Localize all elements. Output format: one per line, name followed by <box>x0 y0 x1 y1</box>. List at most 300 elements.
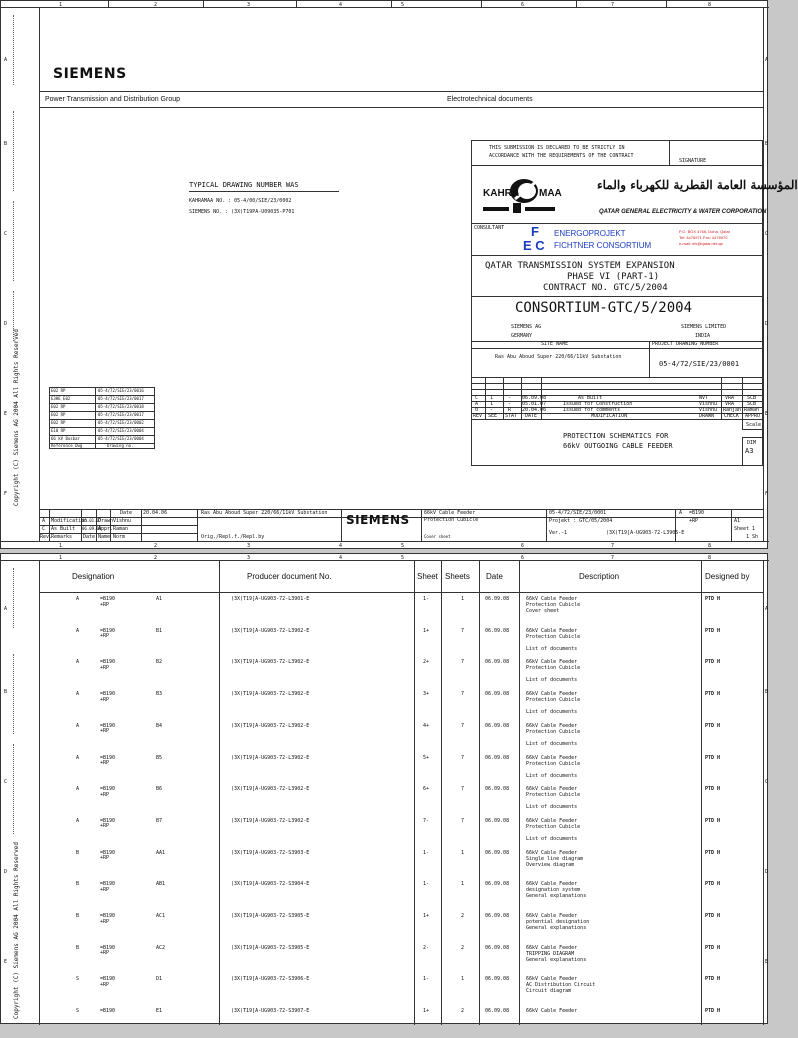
footer-project: Projekt : GTC/05/2004 <box>549 518 613 524</box>
row-date: 06.09.08 <box>485 881 510 888</box>
row-rev: A <box>76 691 80 698</box>
row-producer-no: (3X)T19[A-UG903-72-S3906-E <box>231 976 310 983</box>
footer-id2: +RP <box>689 518 699 524</box>
row-letter: A <box>765 57 769 63</box>
row-location: =B190 +RP <box>100 944 116 957</box>
norm-label: Norm <box>113 534 126 540</box>
row-description: AC Distribution Circuit <box>526 982 596 989</box>
margin-stamp <box>13 201 29 281</box>
row-rev: B <box>76 849 80 856</box>
row-designed-by: PTD H <box>705 881 721 888</box>
row-description: 66kV Cable Feeder <box>526 691 578 698</box>
row-letter: D <box>765 321 769 327</box>
row-description: 66kV Cable Feeder <box>526 627 578 634</box>
header-producer: Producer document No. <box>247 572 332 581</box>
row-letter: D <box>4 321 8 327</box>
row-producer-no: (3X)T19[A-UG903-72-L3902-E <box>231 786 310 793</box>
row-description: Overview diagram <box>526 861 575 868</box>
appr-label: Appr. <box>98 526 114 532</box>
row-date: 06.09.08 <box>485 722 510 729</box>
project-drawing-label: PROJECT DRAWING NUMBER <box>652 341 719 347</box>
bay-drawing: 05-4/72/SIE/23/0004 <box>98 436 144 441</box>
footer-site: Ras Abu Aboud Super 220/66/11kV Substation <box>201 510 328 516</box>
row-designed-by: PTD H <box>705 976 721 983</box>
footer-desc: Modification <box>51 518 88 524</box>
row-date: 06.09.08 <box>485 817 510 824</box>
bay-drawing: 05-4/72/SIE/23/0004 <box>98 428 144 433</box>
row-doc-code: B2 <box>156 659 163 666</box>
row-description: 66kV Cable Feeder <box>526 976 578 983</box>
row-designed-by: PTD H <box>705 722 721 729</box>
footer-date: 20.04.06 <box>143 510 168 516</box>
rev-header: SEE <box>488 413 498 419</box>
row-description: 66kV Cable Feeder <box>526 596 578 602</box>
row-sheet: 1- <box>423 976 430 983</box>
row-date: 06.09.08 <box>485 596 510 602</box>
row-description: 66kV Cable Feeder <box>526 754 578 761</box>
row-doc-code: AA1 <box>156 849 166 856</box>
rev-cell: 20.04.06 <box>522 407 547 413</box>
siemens-ag: SIEMENS AG <box>511 324 542 330</box>
col-number: 6 <box>521 2 525 8</box>
col-number: 7 <box>611 2 615 8</box>
consultant-contact: e-mail: efc@qatar.net.qa <box>679 241 723 246</box>
row-description: Protection Cubicle <box>526 823 581 830</box>
col-number: 5 <box>401 2 405 8</box>
col-number: 3 <box>247 2 251 8</box>
rev-header: CHECK <box>724 413 740 419</box>
footer-desc: As Built <box>51 526 76 532</box>
row-producer-no: (3X)T19[A-UG903-72-S3905-E <box>231 913 310 919</box>
col-number: 8 <box>708 543 712 549</box>
row-description: Protection Cubicle <box>526 602 581 608</box>
qgewc-name: QATAR GENERAL ELECTRICITY & WATER CORPORATION <box>599 209 767 215</box>
rev-header: DRAWN <box>699 413 715 419</box>
bay-name: 66 kV Busbar <box>51 436 80 441</box>
row-letter: C <box>4 779 8 785</box>
table-row[interactable] <box>39 1006 763 1038</box>
row-description: List of documents <box>526 804 578 811</box>
row-sheet: 1+ <box>423 627 430 634</box>
row-location: =B190 +RP <box>100 849 116 862</box>
row-letter: F <box>4 491 8 497</box>
row-sheet: 1+ <box>423 1008 430 1015</box>
date-label: Date <box>120 510 133 516</box>
row-designed-by: PTD H <box>705 817 721 824</box>
col-number: 4 <box>339 543 343 549</box>
doc-type: Electrotechnical documents <box>447 96 533 103</box>
col-number: 6 <box>521 543 525 549</box>
paper-size: A3 <box>745 447 754 455</box>
table-row[interactable] <box>39 689 763 721</box>
row-letter: E <box>765 959 769 965</box>
submission-note: THIS SUBMISSION IS DECLARED TO BE STRICTLY IN <box>489 145 625 151</box>
row-designed-by: PTD H <box>705 913 721 919</box>
row-doc-code: B3 <box>156 691 163 698</box>
rev-cell: - <box>508 401 512 407</box>
row-producer-no: (3X)T19[A-UG903-72-S3903-E <box>231 849 310 856</box>
arabic-name: المؤسسة العامة القطرية للكهرباء والماء <box>597 178 798 192</box>
bay-drawing: 05-4/72/SIE/23/0017 <box>98 396 144 401</box>
col-number: 4 <box>339 555 343 561</box>
table-row[interactable] <box>39 657 763 689</box>
rev-cell: VRA <box>725 395 735 401</box>
footer-id1: =B190 <box>689 510 705 516</box>
size-label: DIM <box>747 440 757 446</box>
rev-cell: R <box>508 407 512 413</box>
rev-header: DATE <box>525 413 538 419</box>
row-rev: A <box>76 627 80 634</box>
row-description: Protection Cubicle <box>526 665 581 672</box>
rev-cell: NVT <box>699 395 709 401</box>
table-row[interactable] <box>39 848 763 880</box>
footer-desc: Remarks <box>51 534 73 540</box>
submission-note: ACCORDANCE WITH THE REQUIREMENTS OF THE CONTRACT <box>489 153 634 159</box>
footer-sheet-size: A1 <box>734 518 741 524</box>
row-description: 66kV Cable Feeder <box>526 1008 578 1015</box>
row-producer-no: (3X)T19[A-UG903-72-S3905-E <box>231 944 310 951</box>
list-of-documents-sheet <box>0 553 768 1024</box>
row-doc-code: AC1 <box>156 913 166 919</box>
row-sheets: 7 <box>461 691 465 698</box>
row-sheets: 1 <box>461 849 465 856</box>
rev-cell: - <box>508 395 512 401</box>
scale-label: Scale <box>746 422 762 428</box>
header-sheets: Sheets <box>445 572 470 581</box>
rev-cell: 0 <box>475 407 479 413</box>
bay-name: E10 RP <box>51 428 66 433</box>
row-rev: A <box>76 754 80 761</box>
row-sheets: 7 <box>461 627 465 634</box>
table-row[interactable] <box>39 784 763 816</box>
germany: GERMANY <box>511 333 533 339</box>
table-row[interactable] <box>39 753 763 785</box>
margin-stamp <box>13 15 29 85</box>
rev-cell: 1 <box>490 395 494 401</box>
bay-drawing: 05-4/72/SIE/23/0016 <box>98 388 144 393</box>
row-description: Single line diagram <box>526 855 584 862</box>
siemens-logo: SIEMENS <box>53 66 127 82</box>
col-number: 3 <box>247 543 251 549</box>
drawing-number: 05-4/72/SIE/23/0001 <box>659 360 740 368</box>
row-sheet: 1+ <box>423 913 430 919</box>
row-designed-by: PTD H <box>705 691 721 698</box>
table-row[interactable] <box>39 721 763 753</box>
row-description: General explanations <box>526 925 587 931</box>
row-date: 06.09.08 <box>485 913 510 919</box>
row-rev: A <box>76 596 80 602</box>
row-doc-code: B4 <box>156 722 163 729</box>
table-row[interactable] <box>39 911 763 943</box>
site-name-label: SITE NAME <box>541 341 569 347</box>
table-row[interactable] <box>39 626 763 658</box>
row-sheets: 7 <box>461 817 465 824</box>
bay-name: E02 RP <box>51 404 66 409</box>
row-description: TRIPPING DIAGRAM <box>526 950 575 957</box>
row-location: =B190 +RP <box>100 913 116 925</box>
margin-stamp <box>13 111 29 191</box>
row-letter: E <box>765 411 769 417</box>
col-number: 5 <box>401 543 405 549</box>
header-sheet: Sheet <box>417 572 438 581</box>
row-designed-by: PTD H <box>705 1008 721 1015</box>
row-rev: A <box>76 659 80 666</box>
margin-stamp <box>13 291 29 341</box>
rev-cell: Vishnu <box>699 407 718 413</box>
bay-name: Reference Dwg <box>51 443 83 448</box>
fichtner: FICHTNER CONSORTIUM <box>554 241 652 250</box>
project-title: QATAR TRANSMISSION SYSTEM EXPANSION <box>485 261 675 271</box>
row-producer-no: (3X)T19[A-UG903-72-L3902-E <box>231 659 310 666</box>
footer-dwg-no: 05-4/72/SIE/23/0001 <box>549 510 607 516</box>
copyright-note: Copyright (C) Siemens AG 2004 All Rights Reserved <box>13 841 20 1019</box>
svg-text:MAA: MAA <box>539 188 562 199</box>
row-date: 06.09.08 <box>485 659 510 666</box>
cover-sheet-label: Cover sheet <box>424 534 451 539</box>
col-number: 6 <box>521 555 525 561</box>
col-number: 2 <box>154 2 158 8</box>
row-description: 66kV Cable Feeder <box>526 944 578 951</box>
consultant-contact: P.O. BOX 4766, Doha, Qatar <box>679 229 731 234</box>
row-producer-no: (3X)T19[A-UG903-72-S3904-E <box>231 881 310 888</box>
row-letter: A <box>765 606 769 612</box>
footer-drawn: Vishnu <box>113 518 132 524</box>
row-doc-code: D1 <box>156 976 163 983</box>
row-sheet: 3+ <box>423 691 430 698</box>
footer-rev: C <box>42 526 46 532</box>
row-sheet: 7- <box>423 817 430 824</box>
row-description: Cover sheet <box>526 608 560 614</box>
row-sheets: 7 <box>461 722 465 729</box>
row-letter: B <box>765 141 769 147</box>
row-producer-no: (3X)T19[A-UG903-72-L3902-E <box>231 627 310 634</box>
row-doc-code: A1 <box>156 596 163 602</box>
row-description: Protection Cubicle <box>526 792 581 799</box>
rev-cell: C <box>475 395 479 401</box>
margin-stamp <box>13 654 29 734</box>
row-producer-no: (3X)T19[A-UG903-72-L3902-E <box>231 691 310 698</box>
row-rev: A <box>76 722 80 729</box>
bay-name: E3HE E02 <box>51 396 71 401</box>
kahramaa-logo <box>479 169 589 221</box>
footer-rowdate: 05.01.07 <box>82 518 102 523</box>
table-row[interactable] <box>39 943 763 975</box>
row-doc-code: B1 <box>156 627 163 634</box>
bay-drawing: 05-4/72/SIE/23/0017 <box>98 412 144 417</box>
table-row[interactable] <box>39 816 763 848</box>
row-description: List of documents <box>526 772 578 779</box>
group-name: Power Transmission and Distribution Group <box>45 96 181 103</box>
row-producer-no: (3X)T19[A-UG903-72-L3902-E <box>231 754 310 761</box>
row-letter: C <box>765 779 769 785</box>
row-date: 06.09.08 <box>485 786 510 793</box>
row-sheet: 4+ <box>423 722 430 729</box>
row-location: =B190 +RP <box>100 596 116 608</box>
table-row[interactable] <box>39 974 763 1006</box>
siemens-number: SIEMENS NO. : (3X)T19PA-U09035-P701 <box>189 209 295 215</box>
row-sheet: 1- <box>423 849 430 856</box>
rev-cell: Raman <box>744 407 760 413</box>
footer-ver: Ver.-1 <box>549 530 568 536</box>
row-location: =B190 +RP <box>100 754 116 766</box>
row-date: 06.09.08 <box>485 976 510 983</box>
row-sheet: 5+ <box>423 754 430 761</box>
consultant-logo-f: F <box>531 224 539 239</box>
consultant-label: CONSULTANT <box>474 225 505 231</box>
consortium-title: CONSORTIUM-GTC/5/2004 <box>515 300 693 316</box>
footer-rowdate: Date <box>83 534 96 540</box>
row-letter: B <box>765 689 769 695</box>
row-sheet: 1- <box>423 881 430 888</box>
typical-title: TYPICAL DRAWING NUMBER WAS <box>189 181 299 189</box>
row-doc-code: E1 <box>156 1008 163 1015</box>
rev-cell: - <box>490 407 494 413</box>
row-location: =B190 +RP <box>100 659 116 671</box>
footer-rev: Rev. <box>40 534 53 540</box>
row-description: General explanations <box>526 956 587 963</box>
row-letter: C <box>765 231 769 237</box>
row-location: =B190 +RP <box>100 881 116 893</box>
site-name: Ras Abu Aboud Super 220/66/11kV Substation <box>495 354 622 360</box>
footer-doc-no: (3X)T19[A-UG903-72-L3905-E <box>606 530 685 536</box>
rev-cell: 05.01.07 <box>522 401 547 407</box>
row-description: 66kV Cable Feeder <box>526 881 578 888</box>
bay-name: E02 RP <box>51 420 66 425</box>
row-description: List of documents <box>526 645 578 652</box>
row-designed-by: PTD H <box>705 849 721 856</box>
row-description: 66kV Cable Feeder <box>526 913 578 919</box>
col-number: 3 <box>247 555 251 561</box>
row-sheets: 7 <box>461 754 465 761</box>
header-designation: Designation <box>72 572 115 581</box>
header-designed-by: Designed by <box>705 572 750 581</box>
row-letter: B <box>4 689 8 695</box>
row-location: =B190 +RP <box>100 627 116 640</box>
col-number: 8 <box>708 2 712 8</box>
col-number: 1 <box>59 2 63 8</box>
col-number: 2 <box>154 543 158 549</box>
row-date: 06.09.08 <box>485 1008 510 1015</box>
rev-header: REV <box>473 413 483 419</box>
row-designed-by: PTD H <box>705 944 721 951</box>
footer-a: A <box>679 510 683 516</box>
col-number: 8 <box>708 555 712 561</box>
row-letter: A <box>4 57 8 63</box>
col-number: 4 <box>339 2 343 8</box>
table-row[interactable] <box>39 879 763 911</box>
row-designed-by: PTD H <box>705 627 721 634</box>
row-doc-code: AB1 <box>156 881 166 888</box>
bay-drawing: 05-4/72/SIE/23/0002 <box>98 420 144 425</box>
row-date: 06.09.08 <box>485 691 510 698</box>
table-row[interactable] <box>39 594 763 626</box>
row-location: =B190 +RP <box>100 722 116 735</box>
row-description: 66kV Cable Feeder <box>526 722 578 729</box>
row-description: Protection Cubicle <box>526 760 581 767</box>
row-designed-by: PTD H <box>705 596 721 602</box>
header-date: Date <box>486 572 503 581</box>
footer-sheet-val: 1 <box>752 526 756 532</box>
row-letter: D <box>765 869 769 875</box>
rev-cell: Issued for comments <box>563 407 621 413</box>
row-sheets: 1 <box>461 976 465 983</box>
drawing-title: 66kV OUTGOING CABLE FEEDER <box>563 442 673 450</box>
rev-cell: 06.09.08 <box>522 395 547 401</box>
row-doc-code: B6 <box>156 786 163 793</box>
svg-text:KAHRA: KAHRA <box>483 188 520 199</box>
row-producer-no: (3X)T19[A-UG903-72-L3902-E <box>231 817 310 824</box>
row-sheets: 1 <box>461 596 465 602</box>
signature-label: SIGNATURE <box>679 158 707 164</box>
rev-cell: SCB <box>747 401 757 407</box>
contract-number: CONTRACT NO. GTC/5/2004 <box>543 283 668 293</box>
row-letter: F <box>765 491 769 497</box>
row-location: =B190 <box>100 1008 116 1015</box>
row-sheets: 7 <box>461 786 465 793</box>
row-description: designation system <box>526 887 581 894</box>
rev-header: APPRO <box>745 413 761 419</box>
row-letter: B <box>4 141 8 147</box>
india: INDIA <box>695 333 711 339</box>
footer-rowdate: 06.09.08 <box>82 526 102 531</box>
bay-name: E02 RP <box>51 412 66 417</box>
row-doc-code: AC2 <box>156 944 166 951</box>
row-rev: B <box>76 913 80 919</box>
row-sheet: 2- <box>423 944 430 951</box>
row-description: Protection Cubicle <box>526 697 581 704</box>
row-description: List of documents <box>526 677 578 684</box>
row-description: 66kV Cable Feeder <box>526 849 578 856</box>
margin-stamp <box>13 744 29 834</box>
row-producer-no: (3X)T19[A-UG903-72-L3902-E <box>231 722 310 729</box>
drawing-title: PROTECTION SCHEMATICS FOR <box>563 432 669 440</box>
row-location: =B190 +RP <box>100 817 116 830</box>
row-description: Protection Cubicle <box>526 728 581 735</box>
row-rev: A <box>76 786 80 793</box>
row-doc-code: B5 <box>156 754 163 761</box>
row-rev: A <box>76 817 80 824</box>
row-sheet: 6+ <box>423 786 430 793</box>
col-number: 1 <box>59 543 63 549</box>
row-description: List of documents <box>526 740 578 747</box>
bay-drawing: 05-4/72/SIE/23/0018 <box>98 404 144 409</box>
row-sheets: 2 <box>461 913 465 919</box>
row-rev: B <box>76 881 80 888</box>
row-description: Protection Cubicle <box>526 633 581 640</box>
rev-cell: 1 <box>490 401 494 407</box>
rev-cell: A <box>475 401 479 407</box>
row-letter: C <box>4 231 8 237</box>
row-date: 06.09.08 <box>485 627 510 634</box>
row-description: potential designation <box>526 919 590 925</box>
footer-appr: Raman <box>113 526 129 532</box>
header-description: Description <box>579 572 620 581</box>
rev-header: MODIFICATION <box>591 413 628 419</box>
name-label: Name <box>98 534 111 540</box>
project-phase: PHASE VI (PART-1) <box>567 272 660 282</box>
kahramaa-number: KAHRAMAA NO. : 05-4/00/SIE/23/0002 <box>189 198 292 204</box>
row-sheets: 2 <box>461 944 465 951</box>
row-description: List of documents <box>526 709 578 716</box>
row-sheets: 1 <box>461 881 465 888</box>
row-rev: S <box>76 1008 80 1015</box>
margin-stamp <box>13 568 29 628</box>
consultant-logo-ec: E C <box>523 238 545 253</box>
row-doc-code: B7 <box>156 817 163 824</box>
siemens-limited: SIEMENS LIMITED <box>681 324 727 330</box>
footer-sheet-label: Sheet <box>734 526 750 532</box>
row-description: General explanations <box>526 893 587 900</box>
